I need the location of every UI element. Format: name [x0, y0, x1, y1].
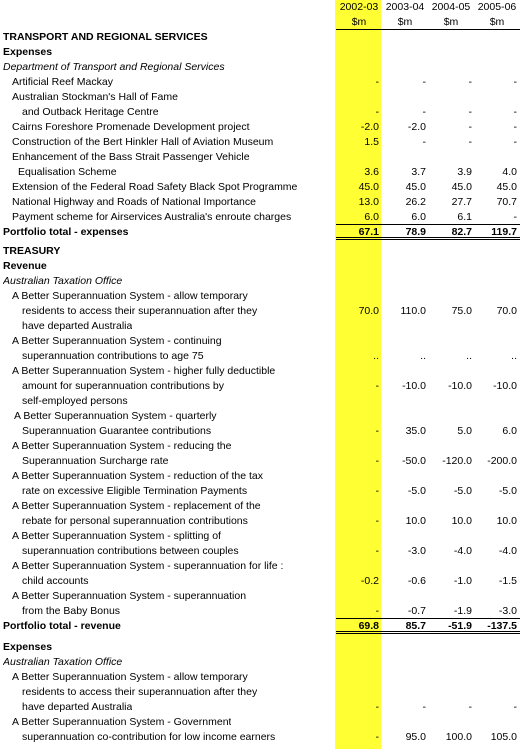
table-row	[0, 364, 520, 379]
row-label: have departed Australia	[22, 701, 133, 713]
row-value-2005-06: -	[513, 121, 517, 133]
row-value-2005-06: -	[513, 211, 517, 223]
row-value-2003-04: -2.0	[407, 121, 426, 133]
row-value-2002-03: 3.6	[364, 166, 379, 178]
row-label: from the Baby Bonus	[22, 605, 121, 617]
table-row	[0, 700, 520, 715]
total-double-rule	[336, 631, 520, 634]
table-row	[0, 105, 520, 120]
row-value-2005-06: 70.7	[496, 196, 517, 208]
table-row	[0, 289, 520, 304]
row-value-2005-06: -	[513, 106, 517, 118]
row-value-2005-06: 4.0	[502, 166, 517, 178]
portfolio-total-row	[0, 619, 520, 634]
year-2004-05: 2004-05	[431, 1, 471, 13]
row-value-2003-04: 3.7	[411, 166, 426, 178]
row-value-2002-03: -	[375, 605, 379, 617]
table-row	[0, 484, 520, 499]
row-value-2004-05: 5.0	[457, 425, 472, 437]
row-value-2004-05: -4.0	[453, 545, 472, 557]
table-row	[0, 655, 520, 670]
table-row	[0, 120, 520, 135]
total-double-rule	[336, 237, 520, 240]
table-row	[0, 259, 520, 274]
table-row	[0, 274, 520, 289]
row-label: have departed Australia	[22, 320, 133, 332]
row-value-2003-04: -	[422, 106, 426, 118]
table-row	[0, 424, 520, 439]
row-value-2005-06: 6.0	[502, 425, 517, 437]
table-row	[0, 304, 520, 319]
row-value-2004-05: 100.0	[445, 731, 472, 743]
table-row	[0, 574, 520, 589]
row-value-2002-03: 13.0	[358, 196, 379, 208]
row-label: Construction of the Bert Hinkler Hall of Aviation Museum	[12, 136, 274, 148]
table-row	[0, 210, 520, 225]
table-row	[0, 439, 520, 454]
table-row	[0, 244, 520, 259]
row-value-2002-03: -	[375, 701, 379, 713]
row-value-2004-05: 10.0	[451, 515, 472, 527]
row-label: Australian Taxation Office	[3, 656, 123, 668]
table-row	[0, 640, 520, 655]
row-value-2002-03: 1.5	[364, 136, 379, 148]
row-label: amount for superannuation contributions by	[22, 380, 224, 392]
row-label: residents to access their superannuation after they	[22, 305, 258, 317]
row-value-2002-03: 6.0	[364, 211, 379, 223]
row-label: A Better Superannuation System - allow temporary	[12, 671, 248, 683]
row-label: Portfolio total - expenses	[3, 226, 129, 238]
row-label: superannuation co-contribution for low income earners	[22, 731, 276, 743]
row-label: Australian Stockman's Hall of Fame	[12, 91, 178, 103]
table-row	[0, 589, 520, 604]
row-value-2005-06: 10.0	[496, 515, 517, 527]
row-value-2004-05: -	[468, 136, 472, 148]
row-value-2004-05: -	[468, 76, 472, 88]
table-row	[0, 195, 520, 210]
row-value-2005-06: 119.7	[491, 226, 517, 238]
row-value-2003-04: 78.9	[405, 226, 426, 238]
row-label: and Outback Heritage Centre	[22, 106, 159, 118]
table-row	[0, 319, 520, 334]
table-row	[0, 559, 520, 574]
row-label: Artificial Reef Mackay	[12, 76, 113, 88]
row-value-2005-06: -5.0	[498, 485, 517, 497]
row-value-2003-04: 85.7	[405, 620, 426, 632]
table-row	[0, 544, 520, 559]
row-label: child accounts	[22, 575, 89, 587]
row-label: Expenses	[3, 641, 53, 653]
table-row	[0, 150, 520, 165]
year-2002-03: 2002-03	[339, 1, 379, 13]
table-row	[0, 379, 520, 394]
row-label: Payment scheme for Airservices Australia's enroute charges	[12, 211, 292, 223]
row-label: Expenses	[3, 46, 53, 58]
table-row	[0, 604, 520, 619]
row-value-2003-04: -0.6	[407, 575, 426, 587]
row-label: TREASURY	[3, 245, 61, 257]
row-label: A Better Superannuation System - splitting of	[12, 530, 221, 542]
row-value-2002-03: ..	[373, 350, 379, 362]
row-value-2002-03: -	[375, 455, 379, 467]
row-value-2004-05: -5.0	[453, 485, 472, 497]
row-value-2003-04: -3.0	[407, 545, 426, 557]
row-value-2005-06: -	[513, 76, 517, 88]
row-value-2003-04: 26.2	[405, 196, 426, 208]
row-label: Equalisation Scheme	[18, 166, 117, 178]
table-row	[0, 469, 520, 484]
row-value-2002-03: -0.2	[360, 575, 379, 587]
row-label: Australian Taxation Office	[3, 275, 123, 287]
row-value-2004-05: -	[468, 106, 472, 118]
table-row	[0, 454, 520, 469]
row-label: rebate for personal superannuation contributions	[22, 515, 248, 527]
row-value-2005-06: -10.0	[493, 380, 517, 392]
row-value-2005-06: -	[513, 136, 517, 148]
row-value-2003-04: -5.0	[407, 485, 426, 497]
portfolio-total-row	[0, 225, 520, 240]
table-row	[0, 75, 520, 90]
row-label: A Better Superannuation System - superannuation	[12, 590, 247, 602]
row-value-2005-06: -137.5	[487, 620, 517, 632]
row-value-2003-04: 35.0	[405, 425, 426, 437]
row-value-2002-03: -	[375, 545, 379, 557]
table-row	[0, 180, 520, 195]
row-label: Superannuation Surcharge rate	[22, 455, 169, 467]
row-label: Department of Transport and Regional Services	[3, 61, 225, 73]
year-2005-06: 2005-06	[477, 1, 517, 13]
row-value-2002-03: -	[375, 485, 379, 497]
row-label: A Better Superannuation System - superannuation for life :	[12, 560, 284, 572]
row-label: self-employed persons	[22, 395, 128, 407]
row-value-2005-06: 105.0	[490, 731, 517, 743]
row-label: A Better Superannuation System - continuing	[12, 335, 222, 347]
unit-0: $m	[351, 16, 367, 28]
row-value-2004-05: 75.0	[451, 305, 472, 317]
table-row	[0, 349, 520, 364]
row-label: A Better Superannuation System - Government	[12, 716, 232, 728]
row-label: A Better Superannuation System - allow temporary	[12, 290, 248, 302]
row-value-2002-03: -	[375, 76, 379, 88]
row-value-2004-05: -1.0	[453, 575, 472, 587]
row-value-2002-03: -	[375, 515, 379, 527]
row-value-2003-04: -	[422, 136, 426, 148]
row-label: A Better Superannuation System - higher fully deductible	[12, 365, 276, 377]
row-value-2002-03: -	[375, 106, 379, 118]
row-value-2004-05: 82.7	[451, 226, 472, 238]
row-label: superannuation contributions to age 75	[22, 350, 204, 362]
row-value-2004-05: 45.0	[451, 181, 472, 193]
header-units-row	[0, 15, 520, 30]
row-value-2002-03: 69.8	[358, 620, 379, 632]
row-label: A Better Superannuation System - replacement of the	[12, 500, 261, 512]
row-value-2005-06: 45.0	[496, 181, 517, 193]
row-value-2002-03: -	[375, 380, 379, 392]
row-value-2005-06: -1.5	[498, 575, 517, 587]
row-value-2004-05: 6.1	[457, 211, 472, 223]
row-value-2002-03: -	[375, 425, 379, 437]
row-value-2002-03: -2.0	[360, 121, 379, 133]
row-value-2002-03: 45.0	[358, 181, 379, 193]
row-value-2005-06: -	[513, 701, 517, 713]
row-value-2004-05: -10.0	[448, 380, 472, 392]
row-value-2004-05: 27.7	[451, 196, 472, 208]
row-label: National Highway and Roads of National Importance	[12, 196, 256, 208]
row-value-2005-06: ..	[511, 350, 517, 362]
table-row	[0, 165, 520, 180]
row-label: Superannuation Guarantee contributions	[22, 425, 212, 437]
table-row	[0, 45, 520, 60]
row-value-2005-06: -200.0	[487, 455, 517, 467]
table-row	[0, 514, 520, 529]
unit-3: $m	[489, 16, 505, 28]
row-value-2002-03: 67.1	[358, 226, 379, 238]
table-row	[0, 90, 520, 105]
row-value-2004-05: -	[468, 701, 472, 713]
row-value-2003-04: 6.0	[411, 211, 426, 223]
row-label: residents to access their superannuation after they	[22, 686, 258, 698]
row-value-2004-05: -51.9	[448, 620, 472, 632]
row-label: Cairns Foreshore Promenade Development project	[12, 121, 250, 133]
table-row	[0, 685, 520, 700]
row-value-2002-03: 70.0	[358, 305, 379, 317]
row-value-2004-05: ..	[466, 350, 472, 362]
row-label: A Better Superannuation System - reduction of the tax	[12, 470, 263, 482]
row-value-2003-04: -	[422, 76, 426, 88]
table-row	[0, 499, 520, 514]
table-row	[0, 30, 520, 45]
row-value-2003-04: -50.0	[402, 455, 426, 467]
table-row	[0, 60, 520, 75]
table-row	[0, 529, 520, 544]
row-label: superannuation contributions between couples	[22, 545, 239, 557]
row-value-2004-05: -	[468, 121, 472, 133]
row-label: A Better Superannuation System - reducing the	[12, 440, 232, 452]
row-value-2005-06: 70.0	[496, 305, 517, 317]
row-label: Extension of the Federal Road Safety Black Spot Programme	[12, 181, 298, 193]
table-row	[0, 730, 520, 745]
row-label: rate on excessive Eligible Termination Payments	[22, 485, 248, 497]
row-value-2002-03: -	[375, 731, 379, 743]
row-label: TRANSPORT AND REGIONAL SERVICES	[3, 31, 208, 43]
row-value-2003-04: 10.0	[405, 515, 426, 527]
row-value-2003-04: ..	[420, 350, 426, 362]
row-value-2004-05: 3.9	[457, 166, 472, 178]
row-value-2004-05: -1.9	[453, 605, 472, 617]
row-value-2003-04: 45.0	[405, 181, 426, 193]
row-label: Enhancement of the Bass Strait Passenger Vehicle	[12, 151, 250, 163]
row-label: A Better Superannuation System - quarterly	[14, 410, 217, 422]
table-row	[0, 715, 520, 730]
row-value-2003-04: -	[422, 701, 426, 713]
row-label: Revenue	[3, 260, 47, 272]
row-value-2004-05: -120.0	[442, 455, 472, 467]
table-row	[0, 394, 520, 409]
table-row	[0, 409, 520, 424]
table-row	[0, 670, 520, 685]
row-value-2003-04: 110.0	[400, 305, 426, 317]
table-row	[0, 334, 520, 349]
year-2003-04: 2003-04	[385, 1, 425, 13]
row-value-2003-04: -10.0	[402, 380, 426, 392]
row-value-2005-06: -3.0	[498, 605, 517, 617]
budget-table	[0, 30, 520, 745]
unit-1: $m	[397, 16, 413, 28]
unit-2: $m	[443, 16, 459, 28]
row-value-2005-06: -4.0	[498, 545, 517, 557]
header-years-row	[0, 0, 520, 15]
row-label: Portfolio total - revenue	[3, 620, 121, 632]
table-row	[0, 135, 520, 150]
row-value-2003-04: -0.7	[407, 605, 426, 617]
row-value-2003-04: 95.0	[405, 731, 426, 743]
